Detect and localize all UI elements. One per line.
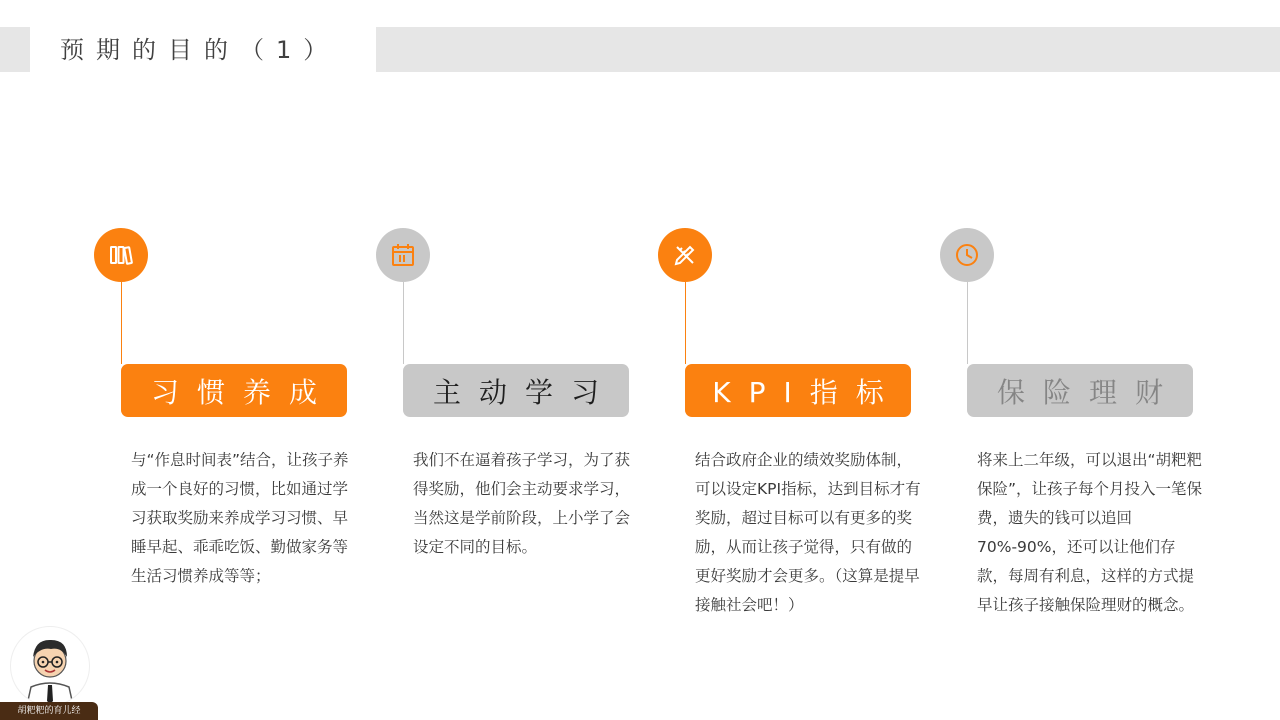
card-3-label: KPI指标 xyxy=(685,364,911,417)
header-bar-left xyxy=(0,27,30,72)
calendar-icon xyxy=(389,241,417,269)
brand-label: 胡粑粑的育儿经 xyxy=(0,702,98,720)
card-3-connector xyxy=(685,282,686,364)
card-2-icon-circle xyxy=(376,228,430,282)
pencil-ruler-icon xyxy=(671,241,699,269)
header-bar-right xyxy=(376,27,1280,72)
card-2-connector xyxy=(403,282,404,364)
card-3-description: 结合政府企业的绩效奖励体制，可以设定KPI指标，达到目标才有奖励，超过目标可以有更多的奖励，从而让孩子觉得，只有做的更好奖励才会更多。（这算是提早接触社会吧！） xyxy=(695,451,921,614)
card-3-icon-circle xyxy=(658,228,712,282)
clock-icon xyxy=(953,241,981,269)
cartoon-avatar-icon xyxy=(11,627,89,705)
card-4-icon-circle xyxy=(940,228,994,282)
books-icon xyxy=(107,241,135,269)
card-2-description: 我们不在逼着孩子学习，为了获得奖励，他们会主动要求学习，当然这是学前阶段，上小学了会设定不同的目标。 xyxy=(413,451,631,556)
card-2-label: 主动学习 xyxy=(403,364,629,417)
card-4-connector xyxy=(967,282,968,364)
card-1-description: 与“作息时间表”结合，让孩子养成一个良好的习惯，比如通过学习获取奖励来养成学习习惯、早睡早起、乖乖吃饭、勤做家务等生活习惯养成等等； xyxy=(131,451,349,585)
card-1-icon-circle xyxy=(94,228,148,282)
card-4-description: 将来上二年级，可以退出“胡粑粑保险”，让孩子每个月投入一笔保费，遗失的钱可以追回70%-90%，还可以让他们存款，每周有利息，这样的方式提早让孩子接触保险理财的概念。 xyxy=(977,451,1203,614)
card-4-label: 保险理财 xyxy=(967,364,1193,417)
page-title: 预期的目的（1） xyxy=(60,36,340,64)
card-1-connector xyxy=(121,282,122,364)
card-1-label: 习惯养成 xyxy=(121,364,347,417)
avatar xyxy=(10,626,90,706)
